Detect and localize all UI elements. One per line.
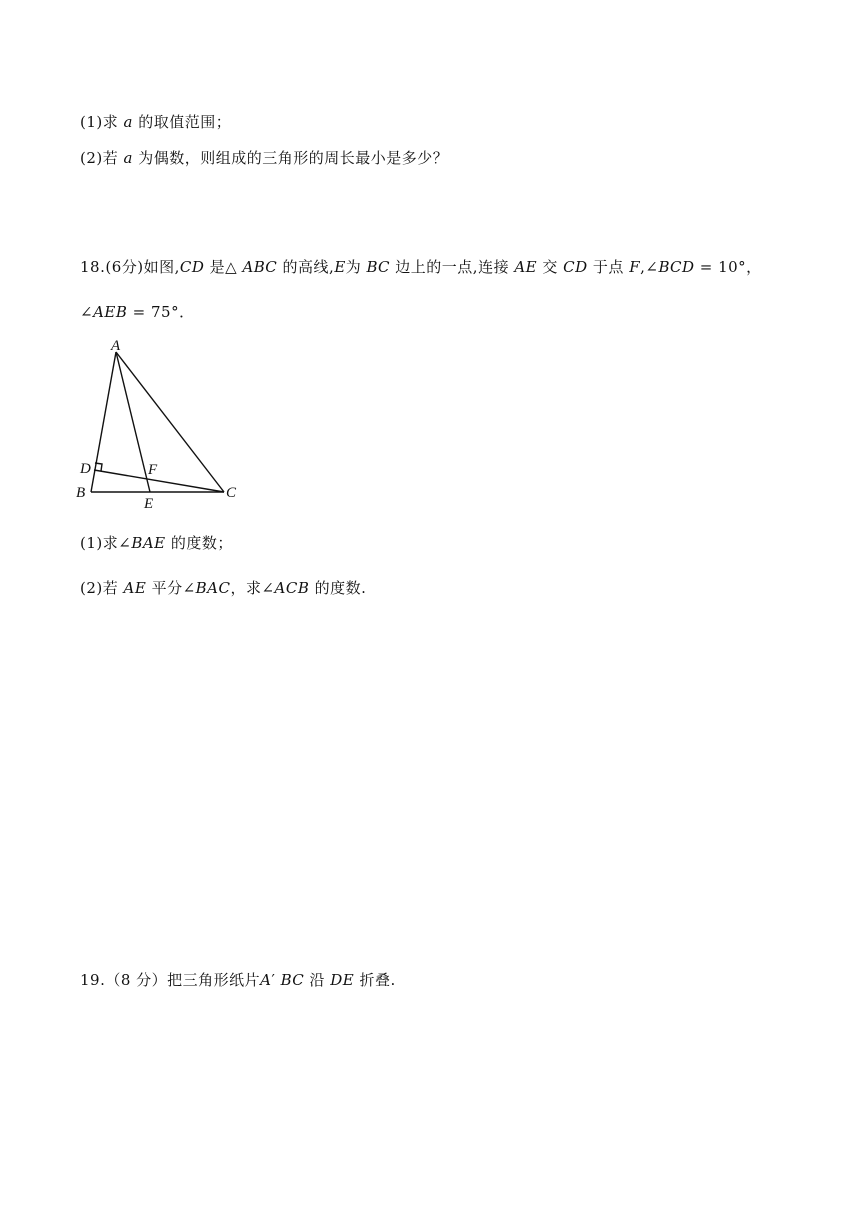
q18-part2: (2)若 𝐴𝐸 平分∠𝐵𝐴𝐶，求∠𝐴𝐶𝐵 的度数. [80, 579, 367, 597]
q18-stem-line2: ∠𝐴𝐸𝐵 = 75°． [80, 303, 195, 321]
q18-part1: (1)求∠𝐵𝐴𝐸 的度数； [80, 534, 233, 552]
segment-cd [94, 470, 224, 492]
triangle-figure [70, 336, 260, 516]
q17-part1: (1)求 𝑎 的取值范围； [80, 113, 232, 131]
label-d: D [80, 461, 91, 477]
label-b: B [76, 485, 86, 501]
q17-part2: (2)若 𝑎 为偶数，则组成的三角形的周长最小是多少？ [80, 149, 449, 167]
q18-stem-line1: 18.(6分)如图,𝐶𝐷 是△ 𝐴𝐵𝐶 的高线,𝐸为 𝐵𝐶 边上的一点,连接 𝐴𝐸 交 𝐶𝐷 于点 𝐹,∠𝐵𝐶𝐷 = 10°， [80, 258, 762, 276]
label-a: A [111, 338, 121, 354]
label-f: F [148, 462, 158, 478]
label-e: E [144, 496, 154, 512]
label-c: C [226, 485, 237, 501]
segment-ac [116, 352, 224, 492]
q19-stem: 19.（8 分）把三角形纸片𝐴′ 𝐵𝐶 沿 𝐷𝐸 折叠. [80, 971, 396, 989]
